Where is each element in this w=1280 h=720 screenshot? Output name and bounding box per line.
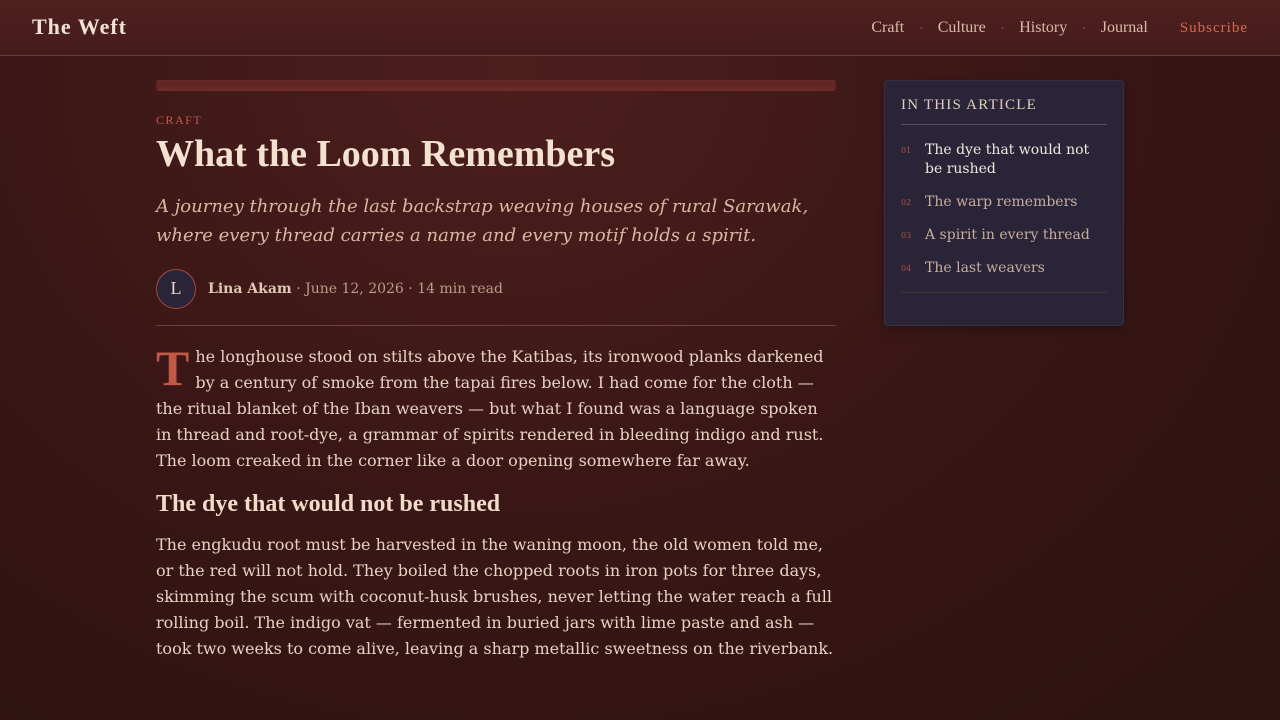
subscribe-link[interactable]: Subscribe <box>1179 19 1248 36</box>
article-meta <box>156 269 836 309</box>
author-initial: L <box>170 278 182 299</box>
decorative-top-rule <box>156 80 836 91</box>
publish-date: June 12, 2026 <box>305 280 404 297</box>
toc-item-label: The dye that would not be rushed <box>925 142 1090 177</box>
article-subtitle: A journey through the last backstrap weaving houses of rural Sarawak, where every thread carries a name and every motif holds a spirit. <box>156 195 809 246</box>
toc-item-label: The warp remembers <box>925 194 1078 210</box>
nav-link-culture[interactable]: Culture <box>937 19 986 36</box>
toc-item-number: 03 <box>901 231 912 240</box>
toc-title: IN THIS ARTICLE <box>901 97 1107 125</box>
toc-item-4[interactable] <box>901 259 1107 278</box>
toc-item-number: 02 <box>901 198 912 207</box>
toc-item-number: 04 <box>901 264 912 273</box>
section-heading: The dye that would not be rushed <box>156 490 501 517</box>
author-avatar <box>156 269 196 309</box>
meta-divider <box>156 325 836 326</box>
meta-separator: · <box>296 280 306 297</box>
article-title: What the Loom Remembers <box>156 133 616 175</box>
nav-separator-dot: · <box>1082 21 1086 35</box>
article-category[interactable]: CRAFT <box>156 113 203 127</box>
toc-item-label: A spirit in every thread <box>925 227 1090 243</box>
site-brand[interactable]: The Weft <box>32 14 127 39</box>
byline <box>208 281 503 297</box>
toc-footer-rule <box>901 292 1107 293</box>
section-paragraph: The engkudu root must be harvested in the waning moon, the old women told me, or the red will not hold. They boiled the chopped roots in iron pots for three days, skimming the scum with coconut-husk brushes, never letting the water reach a full rolling boil. The indigo vat — fermented in buried jars with lime paste and ash — took two weeks to come alive, leaving a sharp metallic sweetness on the riverbank. <box>156 534 834 658</box>
article <box>156 80 836 662</box>
toc-item-3[interactable] <box>901 226 1107 245</box>
toc-item-2[interactable] <box>901 193 1107 212</box>
intro-text: he longhouse stood on stilts above the Katibas, its ironwood planks darkened by a century of smoke from the tapai fires below. I had come for the cloth — the ritual blanket of the Iban weavers — but what I found was a language spoken in thread and root-dye, a grammar of spirits rendered in bleeding indigo and rust. The loom creaked in the corner like a door opening somewhere far away. <box>156 346 824 470</box>
toc-item-label: The last weavers <box>925 260 1045 276</box>
nav-separator-dot: · <box>1000 21 1005 35</box>
table-of-contents <box>884 80 1124 326</box>
intro-paragraph <box>156 339 836 474</box>
nav-link-journal[interactable]: Journal <box>1100 19 1148 36</box>
meta-separator: · <box>408 280 418 297</box>
toc-item-1[interactable] <box>901 141 1107 179</box>
drop-cap: T <box>156 339 190 396</box>
main-nav <box>871 0 1248 56</box>
nav-link-history[interactable]: History <box>1019 19 1068 36</box>
read-time: 14 min read <box>417 280 503 297</box>
nav-separator-dot: · <box>919 21 923 35</box>
nav-link-craft[interactable]: Craft <box>871 19 905 36</box>
author-name[interactable]: Lina Akam <box>208 280 292 297</box>
top-navigation-bar <box>0 0 1280 56</box>
toc-item-number: 01 <box>901 146 912 155</box>
toc-list <box>901 141 1107 278</box>
